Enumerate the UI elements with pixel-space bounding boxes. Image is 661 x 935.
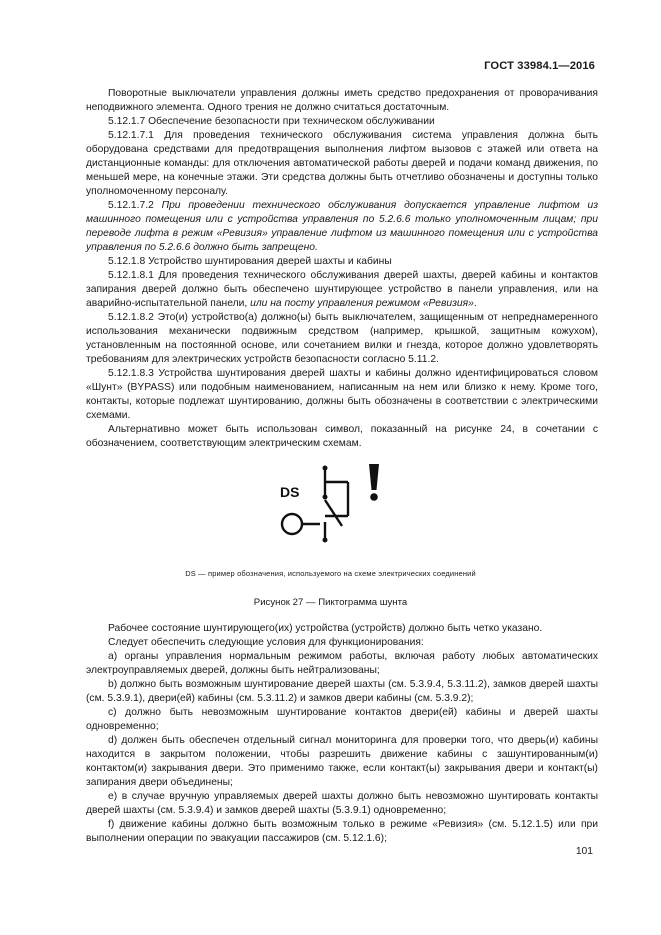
clause-number: 5.12.1.7.2	[108, 200, 162, 211]
warning-exclamation-dot	[370, 493, 378, 501]
paragraph	[86, 269, 598, 311]
italic-text: При проведении технического обслуживания допускается управление лифтом из машинного помещения или с устройства управления по 5.2.6.6 только уполномоченным лицам; при переводе лифта в режим «Ревизия» управление лифтом из машинного помещения или с устройства управления по 5.2.6.6 должно быть запрещено.	[86, 200, 598, 253]
paragraph: Поворотные выключатели управления должны иметь средство предохранения от проворачивания неподвижного элемента. Одного трения не должно считаться достаточным.	[86, 88, 598, 113]
node-bottom	[323, 538, 328, 543]
list-item: b) должно быть возможным шунтирование дверей шахты (см. 5.3.9.4, 5.3.11.2), замков дверей шахты (см. 5.3.9.1), двери(ей) кабины (см. 5.3.11.2) и замков двери кабины (см. 5.3.9.2);	[86, 679, 598, 704]
body-text-top	[86, 87, 598, 451]
node-mid	[323, 495, 328, 500]
bypass-pictogram	[272, 462, 392, 562]
list-item: e) в случае вручную управляемых дверей шахты должно быть невозможно шунтировать контакты дверей шахты (см. 5.3.9.4) и замков дверей шахты (5.3.9.1) одновременно;	[86, 791, 598, 816]
list-item: d) должен быть обеспечен отдельный сигнал мониторинга для проверки того, что дверь(и) кабины находится в закрытом положении, чтобы разрешить движение кабины с зашунтированным(и) контактом(и) закрывания двери. Это применимо также, если контакт(ы) закрывания двери и контакт(ы) запирания двери объединены;	[86, 735, 598, 788]
paragraph	[86, 199, 598, 255]
ds-label: DS	[280, 484, 300, 500]
paragraph: 5.12.1.8.3 Устройства шунтирования дверей шахты и кабины должно идентифицироваться словом «Шунт» (BYPASS) или подобным наименованием, написанным на нем или близко к нему. Кроме того, контакты, которые подлежат шунтированию, должны быть обозначены в соответствии с электрическими схемами.	[86, 368, 598, 421]
figure-27	[0, 450, 661, 630]
clause-text: 5.12.1.8.1 Для проведения технического обслуживания дверей шахты, дверей кабины и контактов запирания дверей должно быть обеспечено шунтирующее устройство в панели управления, или на аварийно-испытательной панели,	[86, 270, 598, 309]
switch-blade	[325, 500, 342, 526]
figure-note: DS — пример обозначения, используемого на схеме электрических соединений	[185, 569, 476, 578]
page-number: 101	[575, 846, 593, 857]
figure-caption: Рисунок 27 — Пиктограмма шунта	[253, 597, 408, 608]
body-text-bottom	[86, 622, 598, 846]
document-header-standard: ГОСТ 33984.1—2016	[484, 60, 595, 72]
list-item: c) должно быть невозможным шунтирование контактов двери(ей) кабины и дверей шахты одновременно;	[86, 707, 598, 732]
paragraph: Следует обеспечить следующие условия для функционирования:	[108, 637, 424, 648]
section-heading: 5.12.1.7 Обеспечение безопасности при техническом обслуживании	[108, 116, 435, 127]
paragraph: 5.12.1.7.1 Для проведения технического обслуживания система управления должна быть оборудована средствами для предотвращения выполнения лифтом вызовов с этажей или ответа на дистанционные команды: для отключения автоматической работы дверей и подачи команд движения, по меньшей мере, на конечные этажи. Эти средства должны быть отчетливо обозначены и доступны только уполномоченному персоналу.	[86, 130, 598, 197]
node-top	[323, 466, 328, 471]
paragraph: Альтернативно может быть использован символ, показанный на рисунке 24, в сочетании с обозначением, соответствующим электрическим схемам.	[86, 424, 598, 449]
clause-tail: .	[473, 298, 477, 309]
paragraph: Рабочее состояние шунтирующего(их) устройства (устройств) должно быть четко указано.	[108, 623, 543, 634]
list-item: a) органы управления нормальным режимом работы, включая работу любых автоматических электроуправляемых дверей, должны быть нейтрализованы;	[86, 651, 598, 676]
paragraph: 5.12.1.8.2 Это(и) устройство(а) должно(ы) быть выключателем, защищенным от непреднамеренного использования механически подвижным средством (например, крышкой, защитным кожухом), установленным на постоянной основе, или сочетанием вилки и гнезда, которое должно удовлетворять требованиям для электрических устройств безопасности согласно 5.11.2.	[86, 312, 598, 365]
list-item: f) движение кабины должно быть возможным только в режиме «Ревизия» (см. 5.12.1.5) или при выполнении операции по эвакуации пассажиров (см. 5.12.1.6);	[86, 819, 598, 844]
warning-exclamation-icon	[369, 464, 379, 490]
italic-text: или на посту управления режимом «Ревизия»	[250, 298, 474, 309]
contact-circle-icon	[282, 514, 302, 534]
section-heading: 5.12.1.8 Устройство шунтирования дверей шахты и кабины	[108, 256, 392, 267]
